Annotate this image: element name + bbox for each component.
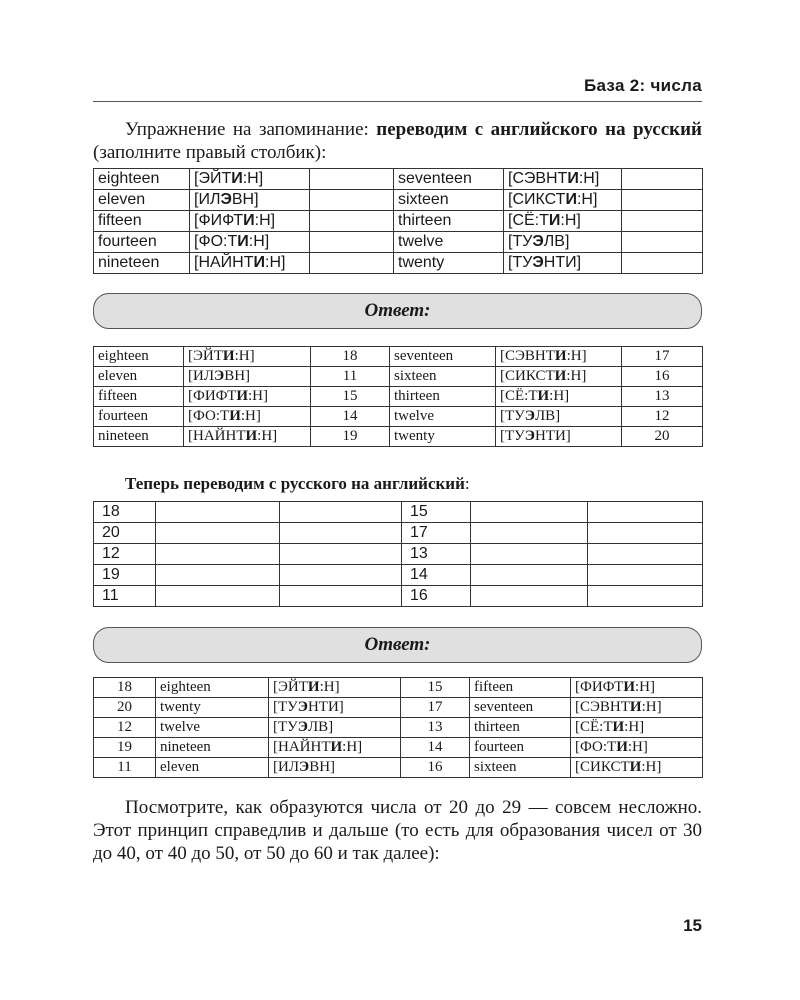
answer-input-cell[interactable] [622, 232, 703, 253]
word-cell: twenty [394, 253, 504, 274]
answer-input-cell[interactable] [280, 544, 402, 565]
number-cell: 17 [402, 523, 471, 544]
intro-text-before: Упражнение на запоминание: [125, 119, 377, 140]
word-cell: eleven [156, 758, 269, 778]
word-cell: fourteen [470, 738, 571, 758]
word-cell: thirteen [394, 211, 504, 232]
table-row [94, 253, 703, 274]
answer-input-cell[interactable] [280, 586, 402, 607]
answer-input-cell[interactable] [471, 544, 588, 565]
transcription-cell: [СИКСТИ:Н] [571, 758, 703, 778]
number-cell: 13 [622, 387, 703, 407]
table-row [94, 544, 703, 565]
answer-input-cell[interactable] [310, 169, 394, 190]
transcription-cell: [ФИФТИ:Н] [571, 678, 703, 698]
number-cell: 18 [94, 502, 156, 523]
word-cell: twelve [390, 407, 496, 427]
intro-bold-phrase: переводим с английского на русский [376, 119, 702, 140]
transcription-cell: [ФО:ТИ:Н] [571, 738, 703, 758]
transcription-cell: [ТУЭЛВ] [504, 232, 622, 253]
table-row [94, 232, 703, 253]
transcription-cell: [СЭВНТИ:Н] [496, 347, 622, 367]
transcription-cell: [ИЛЭВН] [190, 190, 310, 211]
word-cell: nineteen [94, 427, 184, 447]
transcription-cell: [ТУЭЛВ] [269, 718, 401, 738]
transcription-cell: [ФО:ТИ:Н] [190, 232, 310, 253]
table-row [94, 523, 703, 544]
number-cell: 16 [622, 367, 703, 387]
word-cell: fifteen [470, 678, 571, 698]
answer-input-cell[interactable] [622, 211, 703, 232]
transcription-cell: [ИЛЭВН] [269, 758, 401, 778]
number-cell: 11 [94, 758, 156, 778]
transcription-cell: [ИЛЭВН] [184, 367, 311, 387]
table-row [94, 586, 703, 607]
answer-input-cell[interactable] [156, 523, 280, 544]
transcription-cell: [ЭЙТИ:Н] [190, 169, 310, 190]
answer2-table [93, 677, 703, 778]
word-cell: twelve [394, 232, 504, 253]
answer-input-cell[interactable] [156, 586, 280, 607]
word-cell: seventeen [470, 698, 571, 718]
word-cell: eleven [94, 190, 190, 211]
word-cell: twenty [156, 698, 269, 718]
number-cell: 12 [622, 407, 703, 427]
transcription-cell: [НАЙНТИ:Н] [184, 427, 311, 447]
answer-input-cell[interactable] [471, 502, 588, 523]
number-cell: 13 [402, 544, 471, 565]
number-cell: 20 [94, 523, 156, 544]
number-cell: 14 [402, 565, 471, 586]
table-row [94, 211, 703, 232]
transcription-cell: [СЁ:ТИ:Н] [571, 718, 703, 738]
number-cell: 18 [94, 678, 156, 698]
transcription-cell: [СЭВНТИ:Н] [504, 169, 622, 190]
answer-input-cell[interactable] [471, 565, 588, 586]
answer-input-cell[interactable] [588, 502, 703, 523]
exercise2-heading [125, 474, 470, 494]
table-row [94, 565, 703, 586]
table-row [94, 758, 703, 778]
word-cell: fifteen [94, 387, 184, 407]
word-cell: nineteen [94, 253, 190, 274]
table-row [94, 427, 703, 447]
transcription-cell: [СЁ:ТИ:Н] [496, 387, 622, 407]
number-cell: 12 [94, 718, 156, 738]
intro-text-after: (заполните правый столбик): [93, 142, 327, 163]
table-row [94, 387, 703, 407]
answer-input-cell[interactable] [156, 565, 280, 586]
number-cell: 11 [94, 586, 156, 607]
answer-banner-2: Ответ: [93, 627, 702, 663]
table-row [94, 698, 703, 718]
exercise1-table [93, 168, 703, 274]
word-cell: fourteen [94, 407, 184, 427]
answer-banner-1: Ответ: [93, 293, 702, 329]
transcription-cell: [ФИФТИ:Н] [184, 387, 311, 407]
answer-input-cell[interactable] [471, 523, 588, 544]
transcription-cell: [ТУЭЛВ] [496, 407, 622, 427]
table-row [94, 169, 703, 190]
answer-input-cell[interactable] [156, 502, 280, 523]
table-row [94, 367, 703, 387]
transcription-cell: [СИКСТИ:Н] [496, 367, 622, 387]
word-cell: twelve [156, 718, 269, 738]
number-cell: 16 [401, 758, 470, 778]
word-cell: nineteen [156, 738, 269, 758]
answer-input-cell[interactable] [310, 211, 394, 232]
table-row [94, 738, 703, 758]
word-cell: fourteen [94, 232, 190, 253]
answer-input-cell[interactable] [588, 544, 703, 565]
word-cell: thirteen [470, 718, 571, 738]
word-cell: seventeen [390, 347, 496, 367]
answer-input-cell[interactable] [588, 565, 703, 586]
transcription-cell: [ТУЭНТИ] [496, 427, 622, 447]
word-cell: seventeen [394, 169, 504, 190]
answer-input-cell[interactable] [622, 169, 703, 190]
number-cell: 11 [311, 367, 390, 387]
closing-text: Посмотрите, как образуются числа от 20 до 29 — совсем несложно. Этот принцип справедлив и дальше (то есть для образования чисел от 30 до 40, от 40 до 50, от 50 до 60 и так далее): [93, 797, 702, 864]
number-cell: 19 [94, 565, 156, 586]
word-cell: sixteen [470, 758, 571, 778]
answer1-table [93, 346, 703, 447]
number-cell: 14 [311, 407, 390, 427]
word-cell: eighteen [156, 678, 269, 698]
page-number: 15 [683, 916, 702, 935]
number-cell: 17 [622, 347, 703, 367]
word-cell: thirteen [390, 387, 496, 407]
answer-input-cell[interactable] [588, 523, 703, 544]
running-title: База 2: числа [583, 76, 702, 95]
number-cell: 17 [401, 698, 470, 718]
word-cell: eighteen [94, 169, 190, 190]
answer-input-cell[interactable] [156, 544, 280, 565]
number-cell: 20 [94, 698, 156, 718]
answer-input-cell[interactable] [280, 565, 402, 586]
table-row [94, 718, 703, 738]
exercise2-heading-bold: Теперь переводим с русского на английский [125, 474, 465, 493]
exercise2-heading-colon: : [464, 474, 470, 493]
word-cell: fifteen [94, 211, 190, 232]
table-row [94, 407, 703, 427]
transcription-cell: [ТУЭНТИ] [504, 253, 622, 274]
transcription-cell: [СЭВНТИ:Н] [571, 698, 703, 718]
number-cell: 15 [402, 502, 471, 523]
transcription-cell: [ФИФТИ:Н] [190, 211, 310, 232]
transcription-cell: [ФО:ТИ:Н] [184, 407, 311, 427]
answer-input-cell[interactable] [310, 253, 394, 274]
answer-input-cell[interactable] [622, 190, 703, 211]
transcription-cell: [НАЙНТИ:Н] [190, 253, 310, 274]
number-cell: 15 [311, 387, 390, 407]
answer-input-cell[interactable] [310, 232, 394, 253]
word-cell: eleven [94, 367, 184, 387]
table-row [94, 502, 703, 523]
exercise2-table [93, 501, 703, 607]
number-cell: 13 [401, 718, 470, 738]
intro-paragraph [93, 118, 702, 164]
word-cell: sixteen [394, 190, 504, 211]
number-cell: 19 [94, 738, 156, 758]
answer-input-cell[interactable] [622, 253, 703, 274]
word-cell: eighteen [94, 347, 184, 367]
number-cell: 12 [94, 544, 156, 565]
number-cell: 14 [401, 738, 470, 758]
table-row [94, 678, 703, 698]
number-cell: 20 [622, 427, 703, 447]
word-cell: twenty [390, 427, 496, 447]
transcription-cell: [СИКСТИ:Н] [504, 190, 622, 211]
answer-input-cell[interactable] [280, 502, 402, 523]
table-row [94, 190, 703, 211]
number-cell: 15 [401, 678, 470, 698]
number-cell: 16 [402, 586, 471, 607]
answer-input-cell[interactable] [310, 190, 394, 211]
header-rule [93, 101, 702, 102]
transcription-cell: [СЁ:ТИ:Н] [504, 211, 622, 232]
number-cell: 18 [311, 347, 390, 367]
transcription-cell: [НАЙНТИ:Н] [269, 738, 401, 758]
answer-input-cell[interactable] [471, 586, 588, 607]
word-cell: sixteen [390, 367, 496, 387]
transcription-cell: [ТУЭНТИ] [269, 698, 401, 718]
transcription-cell: [ЭЙТИ:Н] [269, 678, 401, 698]
table-row [94, 347, 703, 367]
number-cell: 19 [311, 427, 390, 447]
closing-paragraph [93, 796, 702, 865]
transcription-cell: [ЭЙТИ:Н] [184, 347, 311, 367]
answer-input-cell[interactable] [588, 586, 703, 607]
answer-input-cell[interactable] [280, 523, 402, 544]
